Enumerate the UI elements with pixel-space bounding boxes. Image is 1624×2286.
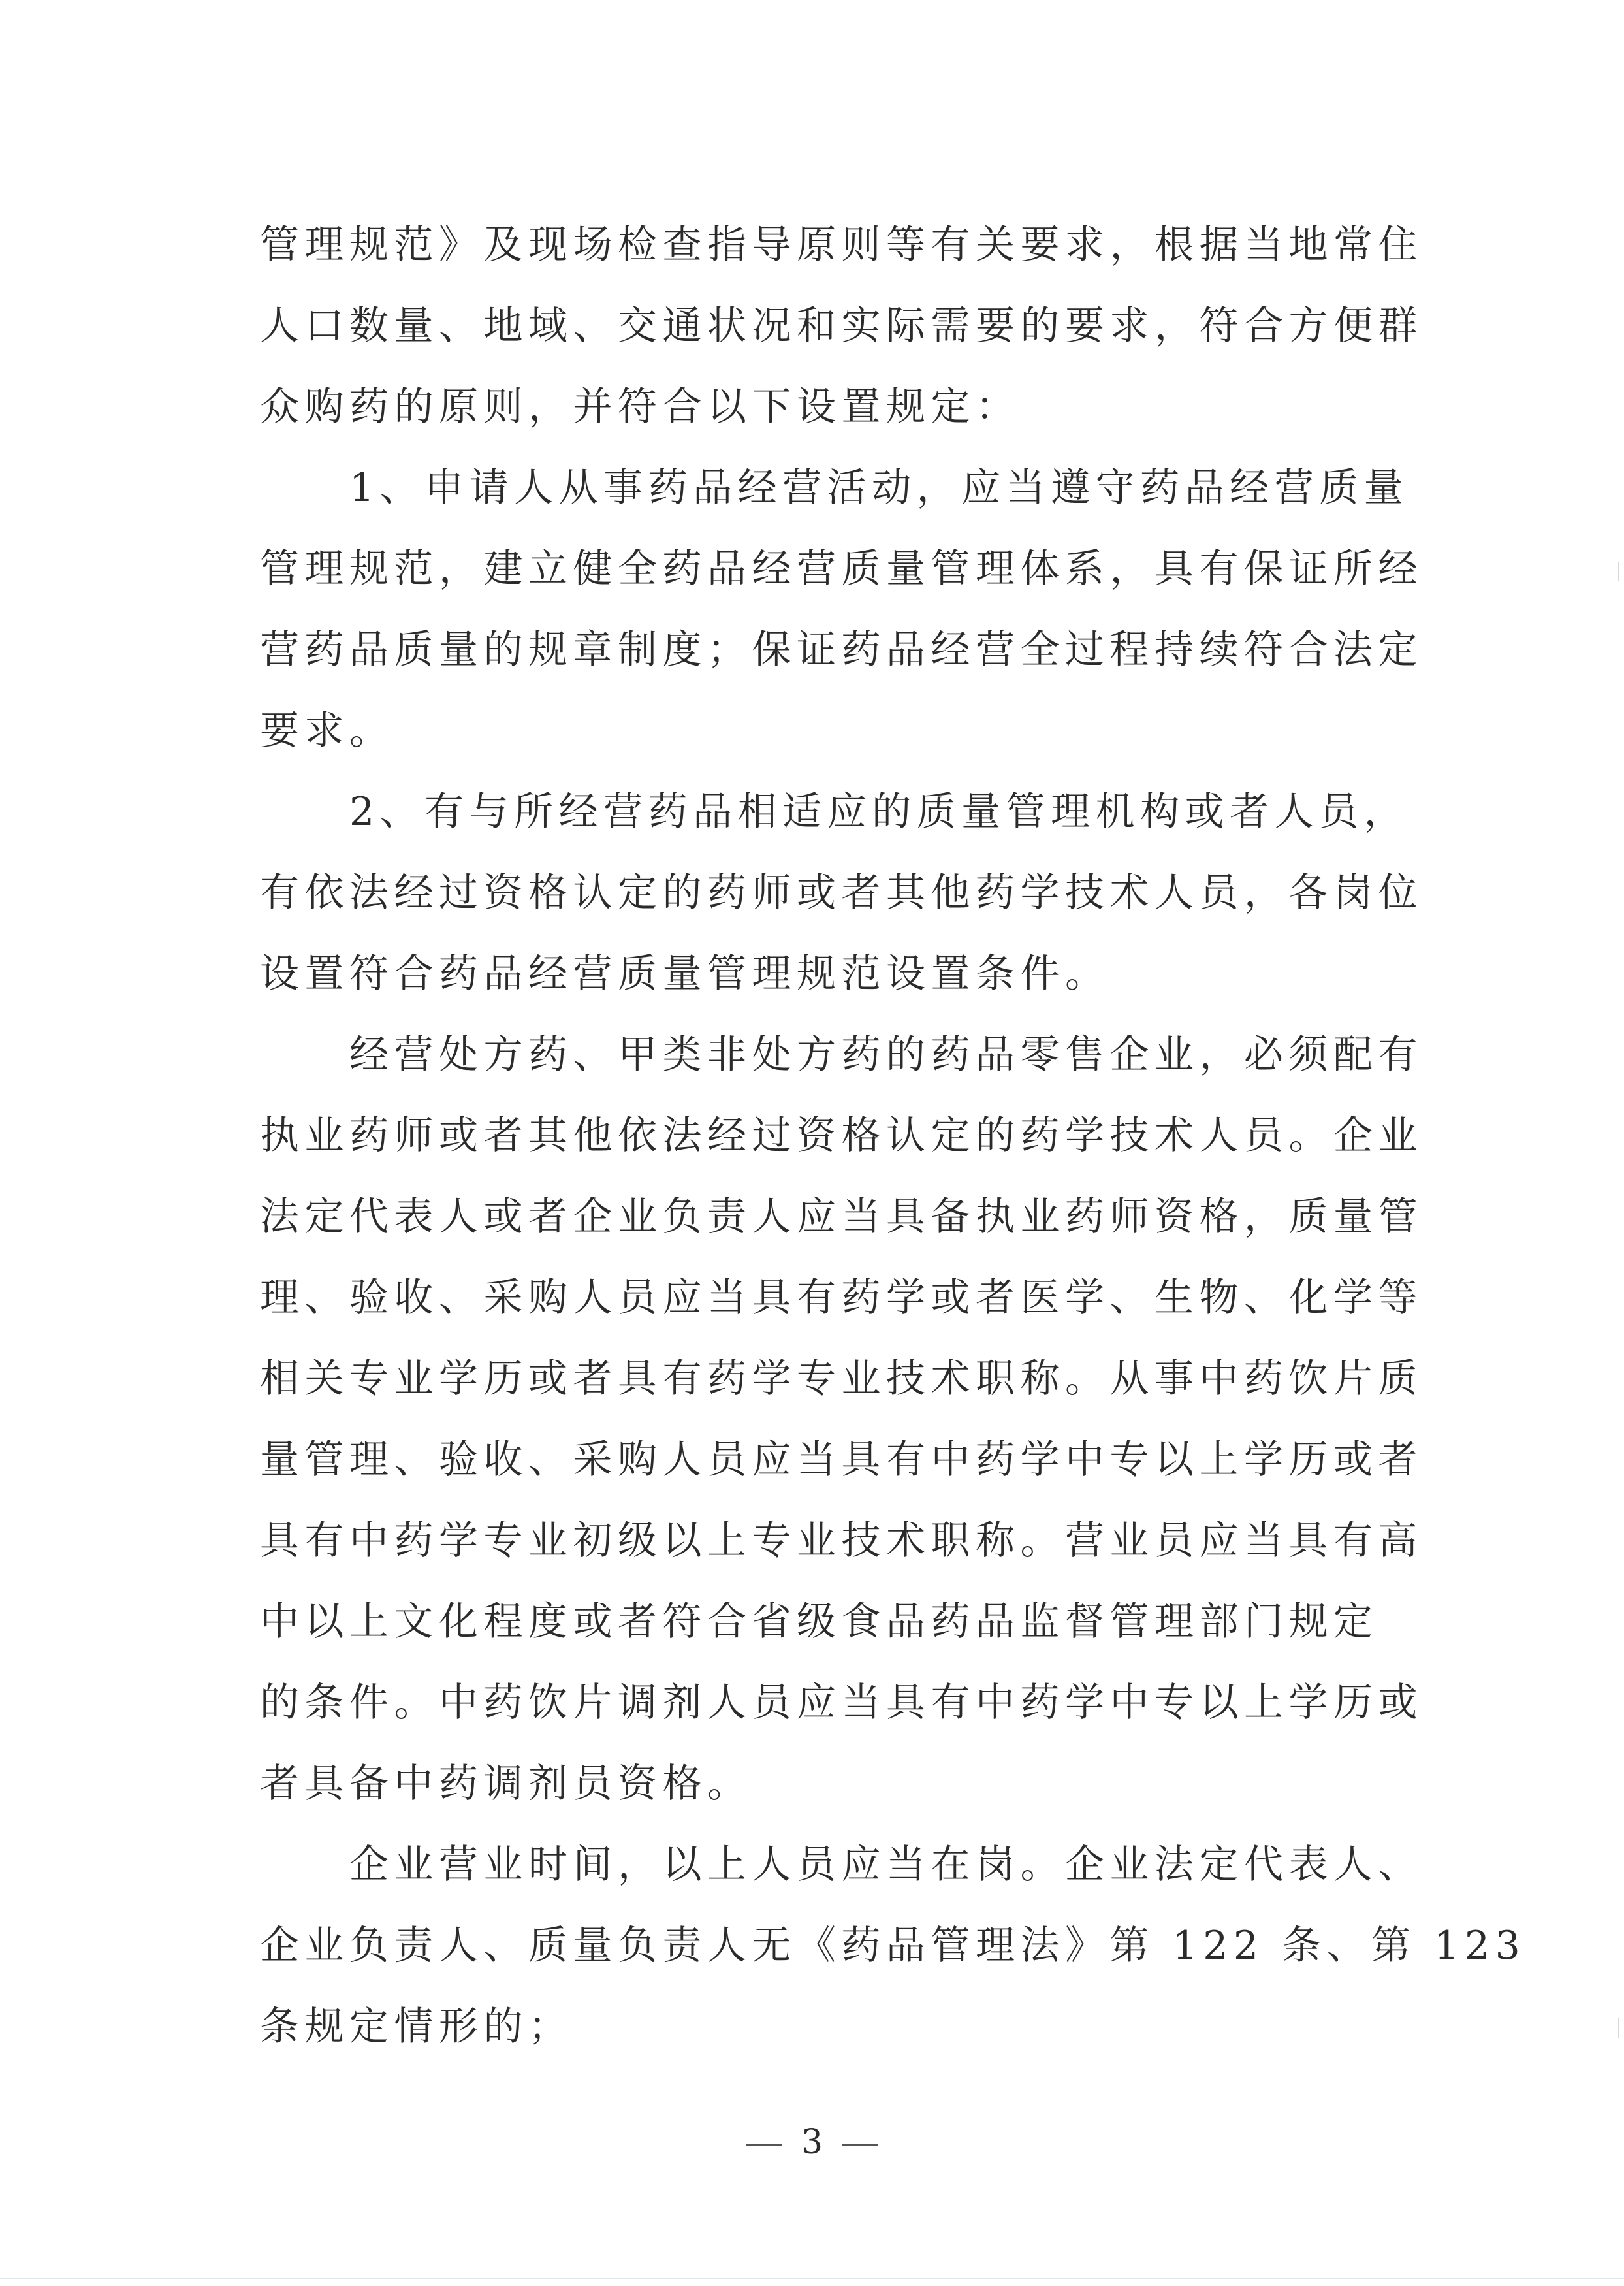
text-line: 营药品质量的规章制度；保证药品经营全过程持续符合法定 [260, 627, 1423, 673]
text-line: 众购药的原则，并符合以下设置规定： [260, 384, 1021, 430]
text-line: 2、有与所经营药品相适应的质量管理机构或者人员， [349, 789, 1409, 835]
scan-edge-line [0, 2278, 1624, 2279]
text-line: 相关专业学历或者具有药学专业技术职称。从事中药饮片质 [260, 1356, 1423, 1402]
right-dash [842, 2144, 878, 2146]
text-line: 人口数量、地域、交通状况和实际需要的要求，符合方便群 [260, 303, 1423, 349]
text-line: 管理规范，建立健全药品经营质量管理体系，具有保证所经 [260, 546, 1423, 592]
text-line: 具有中药学专业初级以上专业技术职称。营业员应当具有高 [260, 1518, 1423, 1564]
scan-mark [1618, 2018, 1619, 2038]
text-line: 理、验收、采购人员应当具有药学或者医学、生物、化学等 [260, 1275, 1423, 1321]
text-line: 的条件。中药饮片调剂人员应当具有中药学中专以上学历或 [260, 1680, 1423, 1726]
text-line: 条规定情形的； [260, 2004, 573, 2050]
text-line: 管理规范》及现场检查指导原则等有关要求，根据当地常住 [260, 222, 1423, 268]
text-line: 经营处方药、甲类非处方药的药品零售企业，必须配有 [349, 1032, 1423, 1078]
scan-mark [1618, 562, 1619, 581]
text-line: 执业药师或者其他依法经过资格认定的药学技术人员。企业 [260, 1113, 1423, 1159]
text-line: 量管理、验收、采购人员应当具有中药学中专以上学历或者 [260, 1437, 1423, 1483]
text-line: 者具备中药调剂员资格。 [260, 1761, 752, 1807]
page-number-footer [0, 2119, 1624, 2165]
text-line: 企业营业时间，以上人员应当在岗。企业法定代表人、 [349, 1842, 1423, 1888]
page-number: 3 [801, 2123, 823, 2162]
text-line: 企业负责人、质量负责人无《药品管理法》第 122 条、第 123 [260, 1923, 1526, 1969]
text-line: 要求。 [260, 708, 394, 754]
body-text [260, 204, 1526, 2067]
left-dash [746, 2144, 782, 2146]
text-line: 有依法经过资格认定的药师或者其他药学技术人员，各岗位 [260, 870, 1423, 916]
text-line: 法定代表人或者企业负责人应当具备执业药师资格，质量管 [260, 1194, 1423, 1240]
text-line: 1、申请人从事药品经营活动，应当遵守药品经营质量 [349, 465, 1409, 511]
text-line: 中以上文化程度或者符合省级食品药品监督管理部门规定 [260, 1599, 1378, 1645]
text-line: 设置符合药品经营质量管理规范设置条件。 [260, 951, 1110, 997]
